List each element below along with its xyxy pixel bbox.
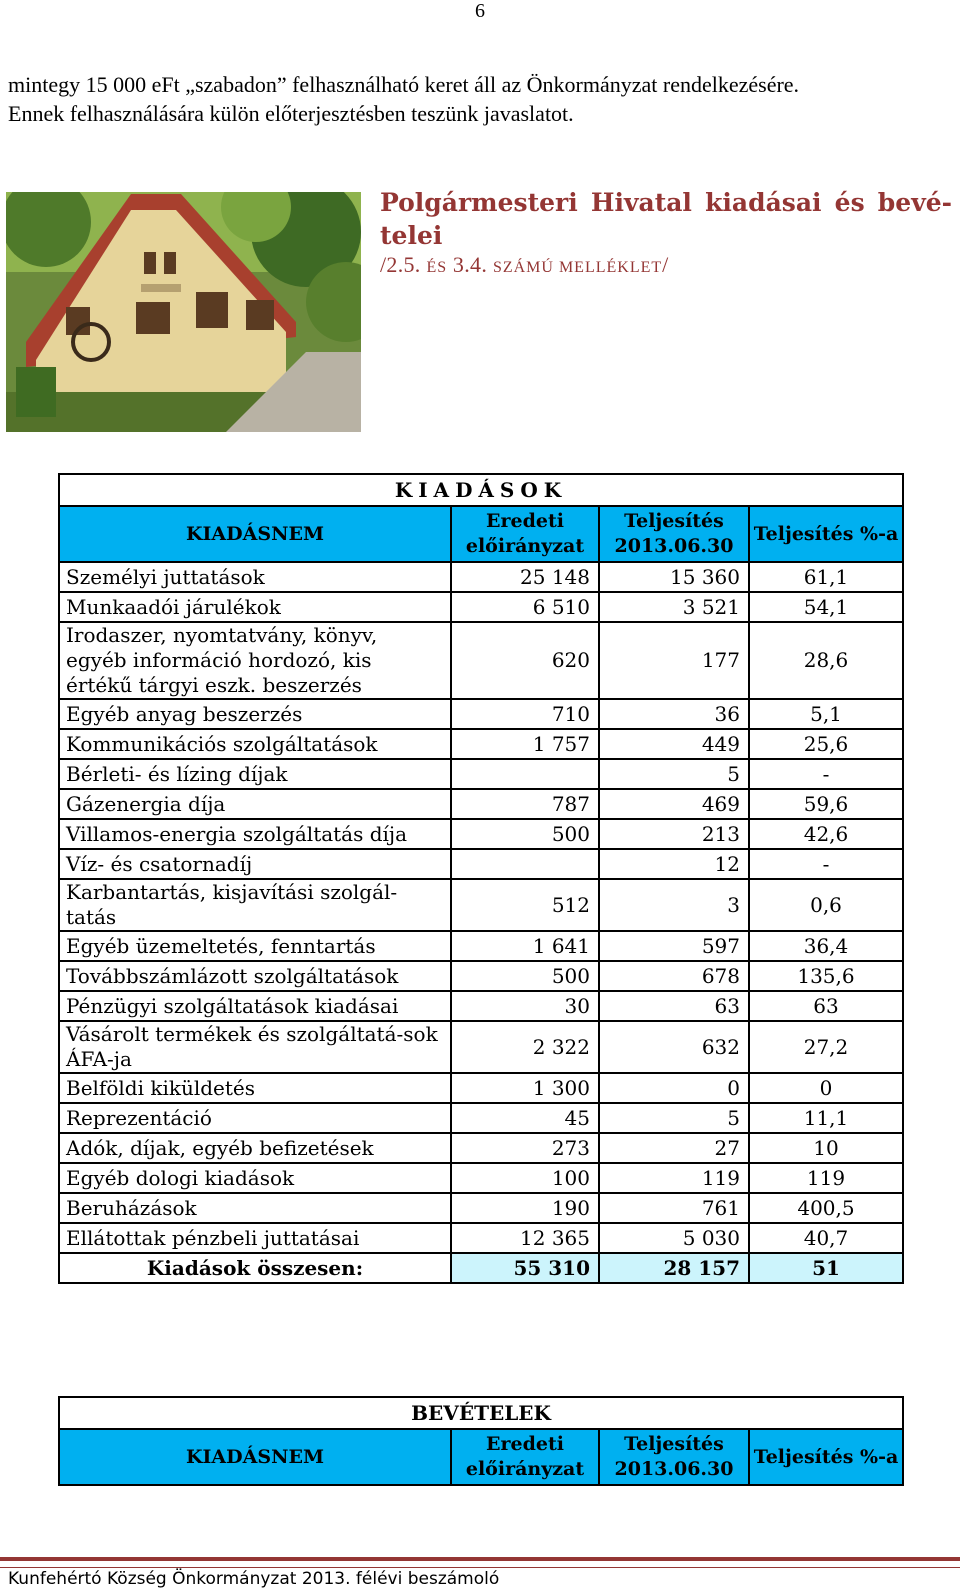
bevetelek-header-row [59, 1429, 903, 1485]
kiadasok-table-title: KIADÁSOK [59, 474, 903, 506]
table-row [59, 759, 903, 789]
table-row [59, 699, 903, 729]
row-teljesites: 177 [599, 622, 749, 699]
table-row [59, 789, 903, 819]
table-row [59, 1021, 903, 1073]
row-eredeti: 2 322 [451, 1021, 599, 1073]
intro-line-1: mintegy 15 000 eFt „szabadon” felhasználható keret áll az Önkormányzat rendelkezésére. [8, 72, 800, 97]
row-eredeti: 190 [451, 1193, 599, 1223]
row-kiadasnem: Egyéb dologi kiadások [59, 1163, 451, 1193]
row-eredeti: 100 [451, 1163, 599, 1193]
row-eredeti: 787 [451, 789, 599, 819]
bevetelek-table [58, 1396, 904, 1486]
row-teljesites-pct: 10 [749, 1133, 903, 1163]
town-hall-photo [6, 192, 361, 432]
intro-paragraph [8, 70, 952, 128]
header-teljesites-pct: Teljesítés %-a [749, 1429, 903, 1485]
row-teljesites: 15 360 [599, 562, 749, 592]
row-teljesites: 119 [599, 1163, 749, 1193]
kiadasok-table [58, 473, 904, 1284]
row-eredeti: 273 [451, 1133, 599, 1163]
row-kiadasnem: Reprezentáció [59, 1103, 451, 1133]
row-eredeti [451, 759, 599, 789]
total-eredeti: 55 310 [451, 1253, 599, 1283]
row-kiadasnem: Belföldi kiküldetés [59, 1073, 451, 1103]
section-reference [380, 250, 669, 283]
row-teljesites: 5 [599, 1103, 749, 1133]
row-eredeti: 45 [451, 1103, 599, 1133]
row-eredeti: 30 [451, 991, 599, 1021]
row-teljesites: 3 [599, 879, 749, 931]
header-teljesites-pct: Teljesítés %-a [749, 506, 903, 562]
table-row [59, 622, 903, 699]
section-ref-es: ÉS [426, 259, 448, 276]
header-eredeti-eloiranyzat: Eredeti előirányzat [451, 1429, 599, 1485]
row-teljesites-pct: 5,1 [749, 699, 903, 729]
intro-line-2: Ennek felhasználására külön előterjesztésben teszünk javaslatot. [8, 101, 574, 126]
row-teljesites: 213 [599, 819, 749, 849]
section-ref-suffix: / [662, 252, 669, 277]
row-teljesites-pct: 27,2 [749, 1021, 903, 1073]
row-teljesites-pct: 59,6 [749, 789, 903, 819]
table-row [59, 592, 903, 622]
footer-divider [0, 1557, 960, 1568]
total-teljesites: 28 157 [599, 1253, 749, 1283]
row-eredeti: 710 [451, 699, 599, 729]
row-teljesites: 761 [599, 1193, 749, 1223]
header-teljesites-date: Teljesítés 2013.06.30 [599, 1429, 749, 1485]
row-kiadasnem: Személyi juttatások [59, 562, 451, 592]
row-teljesites: 632 [599, 1021, 749, 1073]
table-row [59, 1073, 903, 1103]
table-row [59, 961, 903, 991]
footer-text: Kunfehértó Község Önkormányzat 2013. félévi beszámoló [8, 1569, 500, 1589]
row-kiadasnem: Víz- és csatornadíj [59, 849, 451, 879]
row-kiadasnem: Bérleti- és lízing díjak [59, 759, 451, 789]
header-kiadasnem: KIADÁSNEM [59, 1429, 451, 1485]
header-kiadasnem: KIADÁSNEM [59, 506, 451, 562]
row-teljesites-pct: 400,5 [749, 1193, 903, 1223]
row-kiadasnem: Irodaszer, nyomtatvány, könyv, egyéb információ hordozó, kis értékű tárgyi eszk. beszerzés [59, 622, 451, 699]
row-eredeti: 500 [451, 819, 599, 849]
row-teljesites: 5 [599, 759, 749, 789]
row-kiadasnem: Egyéb anyag beszerzés [59, 699, 451, 729]
row-kiadasnem: Beruházások [59, 1193, 451, 1223]
row-teljesites-pct: 119 [749, 1163, 903, 1193]
table-row [59, 729, 903, 759]
table-row [59, 562, 903, 592]
row-teljesites: 449 [599, 729, 749, 759]
row-teljesites: 0 [599, 1073, 749, 1103]
row-kiadasnem: Kommunikációs szolgáltatások [59, 729, 451, 759]
row-teljesites: 27 [599, 1133, 749, 1163]
row-teljesites-pct: 54,1 [749, 592, 903, 622]
table-row [59, 1193, 903, 1223]
row-teljesites-pct: 0,6 [749, 879, 903, 931]
row-teljesites-pct: 63 [749, 991, 903, 1021]
row-kiadasnem: Adók, díjak, egyéb befizetések [59, 1133, 451, 1163]
row-eredeti: 1 300 [451, 1073, 599, 1103]
row-teljesites-pct: 0 [749, 1073, 903, 1103]
row-teljesites: 597 [599, 931, 749, 961]
row-teljesites: 678 [599, 961, 749, 991]
row-teljesites: 12 [599, 849, 749, 879]
row-teljesites-pct: 135,6 [749, 961, 903, 991]
table-row [59, 1223, 903, 1253]
row-teljesites-pct: 36,4 [749, 931, 903, 961]
row-teljesites-pct: 40,7 [749, 1223, 903, 1253]
section-ref-num: 3.4. [452, 252, 488, 277]
row-teljesites-pct: 42,6 [749, 819, 903, 849]
row-eredeti: 500 [451, 961, 599, 991]
table-row [59, 879, 903, 931]
row-teljesites-pct: 25,6 [749, 729, 903, 759]
row-eredeti: 1 641 [451, 931, 599, 961]
row-kiadasnem: Karbantartás, kisjavítási szolgál-tatás [59, 879, 451, 931]
row-kiadasnem: Ellátottak pénzbeli juttatásai [59, 1223, 451, 1253]
total-teljesites-pct: 51 [749, 1253, 903, 1283]
row-eredeti [451, 849, 599, 879]
row-kiadasnem: Egyéb üzemeltetés, fenntartás [59, 931, 451, 961]
row-teljesites: 36 [599, 699, 749, 729]
table-row [59, 991, 903, 1021]
table-row [59, 819, 903, 849]
row-kiadasnem: Továbbszámlázott szolgáltatások [59, 961, 451, 991]
row-kiadasnem: Vásárolt termékek és szolgáltatá-sok ÁFA-ja [59, 1021, 451, 1073]
table-row [59, 1133, 903, 1163]
row-teljesites-pct: - [749, 759, 903, 789]
town-hall-illustration [6, 192, 361, 432]
table-row [59, 1103, 903, 1133]
header-eredeti-eloiranyzat: Eredeti előirányzat [451, 506, 599, 562]
table-row [59, 849, 903, 879]
row-kiadasnem: Gázenergia díja [59, 789, 451, 819]
kiadasok-header-row [59, 506, 903, 562]
row-eredeti: 6 510 [451, 592, 599, 622]
row-kiadasnem: Villamos-energia szolgáltatás díja [59, 819, 451, 849]
row-teljesites: 469 [599, 789, 749, 819]
row-eredeti: 620 [451, 622, 599, 699]
header-teljesites-date: Teljesítés 2013.06.30 [599, 506, 749, 562]
row-eredeti: 25 148 [451, 562, 599, 592]
row-teljesites-pct: - [749, 849, 903, 879]
row-teljesites: 3 521 [599, 592, 749, 622]
row-kiadasnem: Munkaadói járulékok [59, 592, 451, 622]
bevetelek-table-title: BEVÉTELEK [59, 1397, 903, 1429]
section-ref-tail: SZÁMÚ MELLÉKLET [492, 259, 663, 276]
row-teljesites: 63 [599, 991, 749, 1021]
row-teljesites: 5 030 [599, 1223, 749, 1253]
row-teljesites-pct: 11,1 [749, 1103, 903, 1133]
section-title: Polgármesteri Hivatal kiadásai és bevé-telei [380, 188, 952, 250]
row-eredeti: 12 365 [451, 1223, 599, 1253]
row-eredeti: 512 [451, 879, 599, 931]
row-teljesites-pct: 28,6 [749, 622, 903, 699]
page-number: 6 [475, 0, 485, 22]
table-row [59, 1163, 903, 1193]
total-label: Kiadások összesen: [59, 1253, 451, 1283]
row-eredeti: 1 757 [451, 729, 599, 759]
row-kiadasnem: Pénzügyi szolgáltatások kiadásai [59, 991, 451, 1021]
total-row [59, 1253, 903, 1283]
row-teljesites-pct: 61,1 [749, 562, 903, 592]
section-ref-prefix: /2.5. [380, 252, 421, 277]
table-row [59, 931, 903, 961]
